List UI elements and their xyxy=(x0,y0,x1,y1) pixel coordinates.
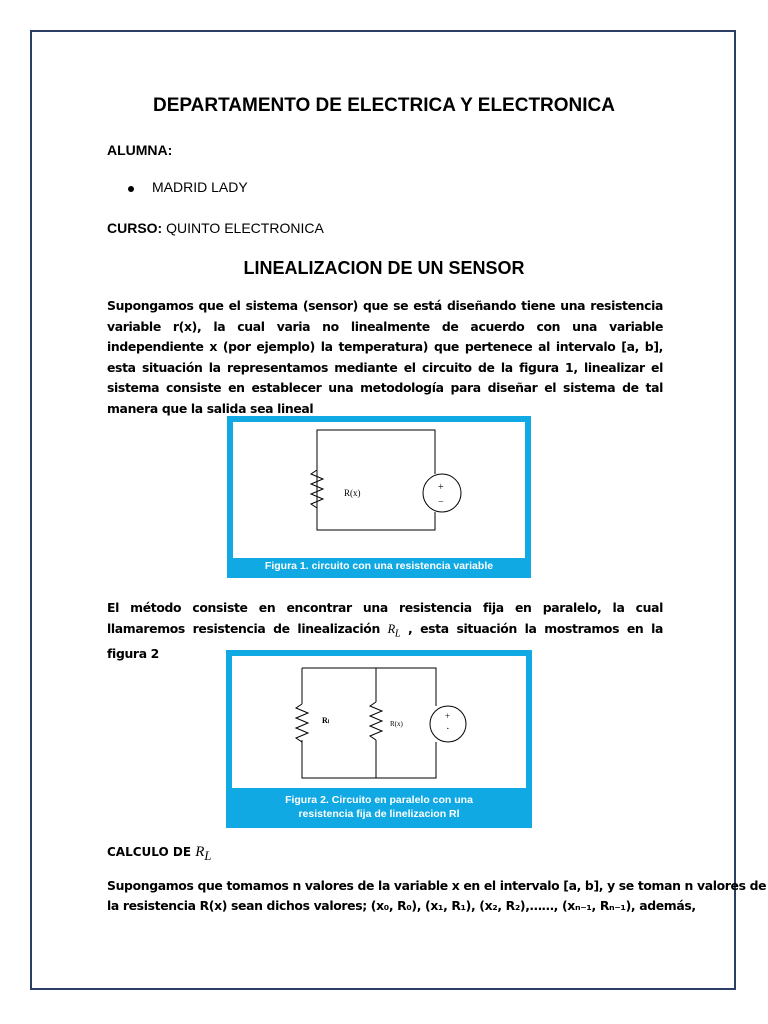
source-minus-2: · xyxy=(446,723,450,735)
source-plus-2: + xyxy=(445,711,451,721)
section-title: LINEALIZACION DE UN SENSOR xyxy=(243,258,525,278)
course-line xyxy=(107,220,324,236)
course-value: QUINTO ELECTRONICA xyxy=(166,220,324,236)
paragraph-3-line-2: la resistencia R(x) sean dichos valores; (x₀, R₀), (x₁, R₁), (x₂, R₂),……, (xₙ₋₁, Rₙ₋₁), además, xyxy=(107,898,696,913)
figure-1 xyxy=(227,416,531,578)
rl-symbol xyxy=(387,621,401,639)
rl-symbol-sub: L xyxy=(394,627,401,639)
circuit-diagram-2 xyxy=(232,656,526,788)
resistor-label: R(x) xyxy=(344,488,361,498)
fixed-resistor-label: Rₗ xyxy=(322,716,330,725)
figure-1-caption: Figura 1. circuito con una resistencia variable xyxy=(264,560,494,572)
paragraph-2-text-end: , esta situación la mostramos en la figura 2 xyxy=(107,620,663,662)
figure-2-caption-line-2: resistencia fija de linelizacion Rl xyxy=(298,808,460,820)
paragraph-3-line-1: Supongamos que tomamos n valores de la variable x en el intervalo [a, b], y se toman n valores de xyxy=(107,878,767,893)
paragraph-1: Supongamos que el sistema (sensor) que se está diseñando tiene una resistencia variable r(x), la cual varia no linealmente de acuerdo con una variable independiente x (por ejemplo) la temperatura) que pertenece al intervalo [a, b], esta situación la representamos mediante el circuito de la figura 1, linealizar el sistema consiste en establecer una metodología para diseñar el sistema de tal manera que la salida sea lineal xyxy=(107,298,663,416)
student-label: ALUMNA: xyxy=(107,142,173,158)
figure-2 xyxy=(226,650,532,828)
student-name: MADRID LADY xyxy=(152,179,248,195)
calc-heading xyxy=(107,844,211,864)
calc-rl-letter: R xyxy=(195,844,205,860)
source-plus: + xyxy=(438,482,444,493)
variable-resistor-label: R(x) xyxy=(390,720,403,728)
figure-2-caption-line-1: Figura 2. Circuito en paralelo con una xyxy=(285,794,473,806)
calc-rl-sub: L xyxy=(204,849,212,863)
paragraph-2-text: El método consiste en encontrar una resistencia fija en paralelo, la cual llamaremos resistencia de linealización xyxy=(107,600,663,636)
course-label: CURSO: xyxy=(107,220,163,236)
bullet-icon xyxy=(128,186,134,192)
calc-rl-symbol xyxy=(195,844,212,863)
source-minus: − xyxy=(438,497,444,508)
circuit-diagram-1 xyxy=(233,422,525,558)
calc-heading-text: CALCULO DE xyxy=(107,845,196,859)
department-title: DEPARTAMENTO DE ELECTRICA Y ELECTRONICA xyxy=(152,95,615,116)
rl-symbol-letter: R xyxy=(387,621,395,636)
